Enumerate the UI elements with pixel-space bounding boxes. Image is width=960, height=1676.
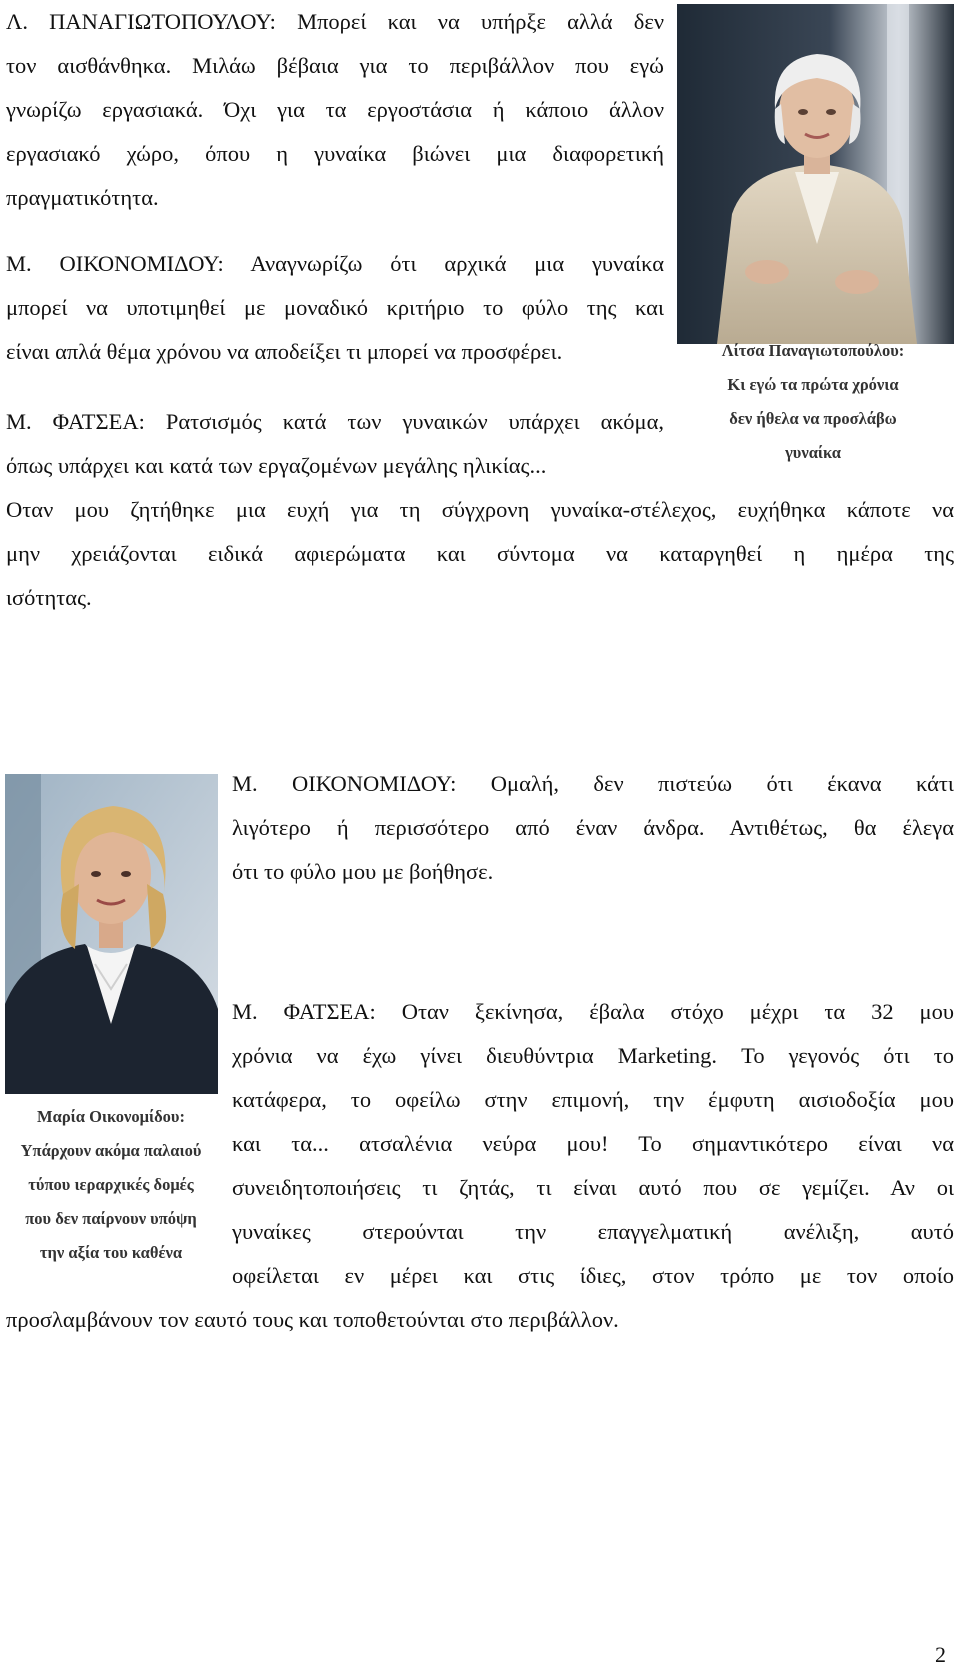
caption-line: Λίτσα Παναγιωτοπούλου: xyxy=(721,341,905,360)
text-line: λιγότερο ή περισσότερο από έναν άνδρα. Αντιθέτως, θα έλεγα xyxy=(232,815,954,840)
text-line: Μ. ΦΑΤΣΕΑ: Ρατσισμός κατά των γυναικών υπάρχει ακόμα, xyxy=(6,409,664,434)
caption-litsa-panagiotopoulou xyxy=(668,334,958,470)
text-line: Μ. ΟΙΚΟΝΟΜΙΔΟΥ: Αναγνωρίζω ότι αρχικά μια γυναίκα xyxy=(6,251,664,276)
paragraph-panagiotopoulou xyxy=(6,0,664,220)
paragraph-fatsea-1 xyxy=(6,400,664,488)
text-line: Μ. ΟΙΚΟΝΟΜΙΔΟΥ: Ομαλή, δεν πιστεύω ότι έκανα κάτι xyxy=(232,771,954,796)
caption-line: τύπου ιεραρχικές δομές xyxy=(28,1175,194,1194)
text-line: μπορεί να υποτιμηθεί με μοναδικό κριτήριο το φύλο της και xyxy=(6,295,664,320)
text-line: Οταν μου ζητήθηκε μια ευχή για τη σύγχρονη γυναίκα-στέλεχος, ευχήθηκα κάποτε να xyxy=(6,497,954,522)
page-number: 2 xyxy=(935,1642,946,1667)
text-line: είναι απλά θέμα χρόνου να αποδείξει τι μπορεί να προσφέρει. xyxy=(6,339,563,364)
text-line: ότι το φύλο μου με βοήθησε. xyxy=(232,859,494,884)
text-line: χρόνια να έχω γίνει διευθύντρια Marketing. Το γεγονός ότι το xyxy=(232,1043,954,1068)
text-line: Μ. ΦΑΤΣΕΑ: Οταν ξεκίνησα, έβαλα στόχο μέχρι τα 32 μου xyxy=(232,999,954,1024)
paragraph-wish xyxy=(6,488,954,620)
text-line: Λ. ΠΑΝΑΓΙΩΤΟΠΟΥΛΟΥ: Μπορεί και να υπήρξε αλλά δεν xyxy=(6,9,664,34)
text-line: κατάφερα, το οφείλω στην επιμονή, την έμφυτη αισιοδοξία μου xyxy=(232,1087,954,1112)
paragraph-fatsea-2 xyxy=(232,990,954,1298)
text-line: οφείλεται εν μέρει και στις ίδιες, στον τρόπο με τον οποίο xyxy=(232,1263,954,1288)
photo-litsa-panagiotopoulou xyxy=(677,4,954,344)
text-line: γνωρίζω εργασιακά. Όχι για τα εργοστάσια ή κάποιο άλλον xyxy=(6,97,664,122)
text-line: τον αισθάνθηκα. Μιλάω βέβαια για το περιβάλλον που εγώ xyxy=(6,53,664,78)
text-line: μην χρειάζονται ειδικά αφιερώματα και σύντομα να καταργηθεί η ημέρα της xyxy=(6,541,954,566)
text-line: ισότητας. xyxy=(6,585,92,610)
caption-line: Υπάρχουν ακόμα παλαιού xyxy=(20,1141,202,1160)
portrait-image xyxy=(5,774,218,1094)
text-line: συνειδητοποιήσεις τι ζητάς, τι είναι αυτό που σε γεμίζει. Αν οι xyxy=(232,1175,954,1200)
text-line: και τα... ατσαλένια νεύρα μου! Το σημαντικότερο είναι να xyxy=(232,1131,954,1156)
text-line: όπως υπάρχει και κατά των εργαζομένων μεγάλης ηλικίας... xyxy=(6,453,547,478)
text-line: γυναίκες στερούνται την επαγγελματική ανέλιξη, αυτό xyxy=(232,1219,954,1244)
portrait-image xyxy=(677,4,954,344)
caption-line: Κι εγώ τα πρώτα χρόνια xyxy=(727,375,899,394)
text-line: πραγματικότητα. xyxy=(6,185,159,210)
text-line: προσλαμβάνουν τον εαυτό τους και τοποθετούνται στο περιβάλλον. xyxy=(6,1307,619,1332)
paragraph-oikonomidou-1 xyxy=(6,242,664,374)
caption-line: Μαρία Οικονομίδου: xyxy=(37,1107,185,1126)
caption-line: την αξία του καθένα xyxy=(39,1243,183,1262)
paragraph-fatsea-2-last-line xyxy=(6,1298,954,1342)
caption-line: γυναίκα xyxy=(785,443,841,462)
caption-line: δεν ήθελα να προσλάβω xyxy=(729,409,897,428)
text-line: εργασιακό χώρο, όπου η γυναίκα βιώνει μια διαφορετική xyxy=(6,141,664,166)
photo-maria-oikonomidou xyxy=(5,774,218,1094)
caption-maria-oikonomidou xyxy=(0,1100,222,1270)
paragraph-oikonomidou-2 xyxy=(232,762,954,894)
caption-line: που δεν παίρνουν υπόψη xyxy=(25,1209,197,1228)
